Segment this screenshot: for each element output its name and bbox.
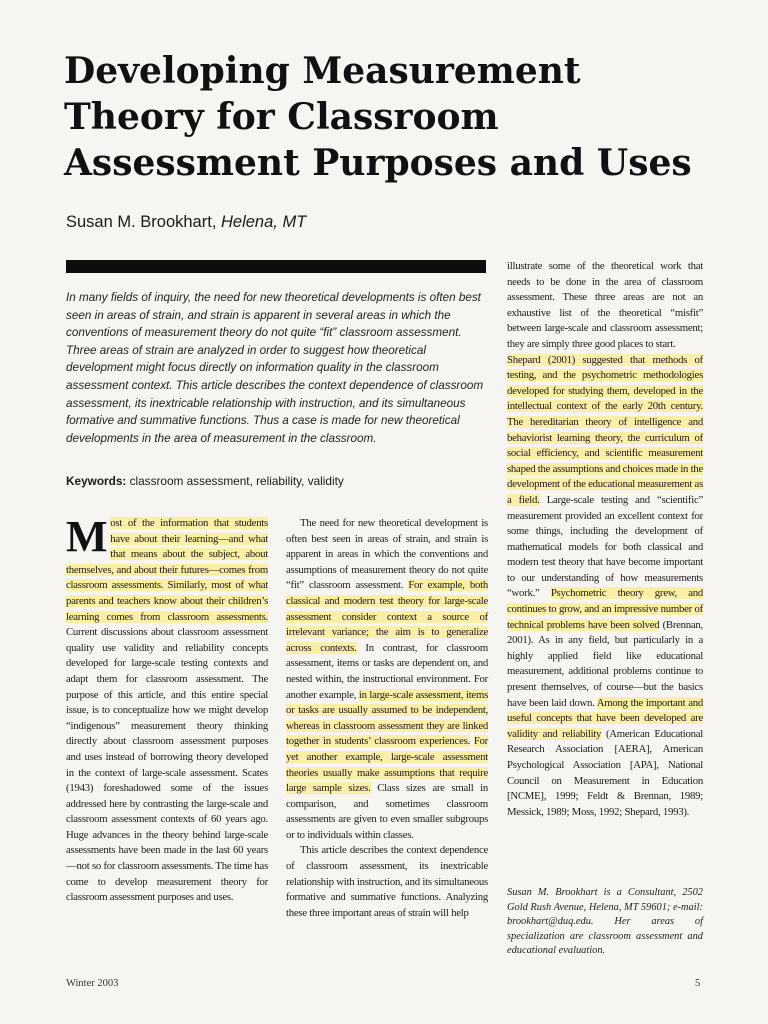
col3-text-c: (American Educational Research Association [AERA], American Psychological Association [APA], National Council on Measurement in Education [NCME], 1999; Feldt & Brennan, 1989; Messick, 1989; Moss, 1992; Shepard, 1993). [507, 727, 703, 818]
highlight-col2-3: For yet another example, large-scale assessment theories usually make assumptions that require large sample sizes. [286, 735, 489, 795]
page-number: 5 [695, 978, 701, 989]
col3-text-a: Large-scale testing and “scientific” measurement provided an excellent context for some things, including the development of mathematical models for both classical and modern test theory that have become important to our understanding of how measurements “work.” [507, 493, 703, 600]
author-location: Helena, MT [221, 213, 307, 231]
highlight-col3-2: The hereditarian theory of intelligence and behaviorist learning theory, the curriculum of social efficiency, and scientific measurement shaped the assumptions and choices made in the development of the educational measurement as a field. [507, 415, 703, 506]
col2-paragraph-2: This article describes the context dependence of classroom assessment, its inextricable relationship with instruction, and its simultaneous formative and summative functions. Analyzing these three important areas of strain will help [286, 844, 488, 919]
keywords-line [66, 474, 486, 488]
drop-cap: M [66, 512, 108, 561]
col2-paragraph-1 [286, 516, 488, 843]
col3-paragraph-1: illustrate some of the theoretical work that needs to be done in the area of classroom assessment. These three areas are not an exhaustive list of the theoretical “misfit” between large-scale and classroom assessment; they are simply three good places to start. [507, 260, 703, 350]
col3-text-b: (Brennan, 2001). As in any field, but particularly in a highly applied field like educational measurement, additional problems continue to present themselves, of course—but the basics have been laid down. [507, 618, 703, 709]
body-column-1 [66, 512, 268, 906]
col1-paragraph [66, 512, 268, 906]
highlight-col3-1: Shepard (2001) suggested that methods of testing, and the psychometric methodologies developed for studying them, developed in the intellectual context of the early 20th century. [507, 353, 703, 413]
col1-text: Current discussions about classroom assessment quality use validity and reliability concepts developed for large-scale testing contexts and adapt them for classroom assessment. The purpose of this article, and this entire special issue, is to conceptualize how we might develop “indigenous” measurement theory thinking directly about classroom assessment purposes and uses instead of borrowing theory developed in the context of large-scale assessment. Scates (1943) foreshadowed some of the issues addressed here by contrasting the large-scale and classroom assessment contexts of 60 years ago. Huge advances in the theory behind large-scale assessments have been made in the last 60 years—not so for classroom assessments. The time has come to develop measurement theory for classroom assessment purposes and uses. [66, 626, 268, 904]
col2-text-b: In contrast, for classroom assessment, items or tasks are dependent on, and nested within, the instructional environment. For another example, [286, 641, 489, 701]
col2-text-a: The need for new theoretical development is often best seen in areas of strain, and strain is apparent in areas in which the conventions and assumptions of measurement theory do not quite “fit” classroom assessment. [286, 517, 488, 592]
col3-paragraph-2 [507, 353, 703, 821]
highlight-col1: ost of the information that students have about their learning—and what that means about the subject, about themselves, and about their futures—comes from classroom assessments. Similarly, most of what parents and teachers know about their children’s learning comes from classroom assessments. [66, 517, 268, 623]
col2-text-c: Class sizes are small in comparison, and sometimes classroom assessments are given to even smaller subgroups or to individuals within classes. [286, 782, 489, 841]
article-title: Developing Measurement Theory for Classroom Assessment Purposes and Uses [64, 50, 692, 184]
abstract: In many fields of inquiry, the need for new theoretical developments is often best seen in areas of strain, and strain is apparent in several areas in which the conventions of measurement theory do not quite “fit” classroom assessment. Three areas of strain are analyzed in order to suggest how theoretical development might focus directly on information quality in the classroom assessment context. This article describes the context dependence of classroom assessment, its inextricable relationship with instruction, and its simultaneous formative and summative functions. Thus a case is made for new theoretical developments in the area of measurement in the classroom. [66, 291, 484, 445]
body-column-3 [507, 259, 703, 820]
author-name: Susan M. Brookhart, [66, 213, 217, 231]
highlight-col2-2: in large-scale assessment, items or tasks are usually assumed to be independent, whereas in classroom assessment they are linked together in students’ classroom experiences. [286, 688, 489, 748]
author-line [66, 213, 486, 232]
issue-date: Winter 2003 [66, 978, 119, 989]
keywords-text: classroom assessment, reliability, validity [129, 474, 344, 488]
author-bio: Susan M. Brookhart is a Consultant, 2502 Gold Rush Avenue, Helena, MT 59601; e-mail: brookhart@duq.edu. Her areas of specialization are classroom assessment and educational evaluation. [507, 887, 703, 957]
highlight-col3-4: Among the important and useful concepts that have been developed are validity and reliability [507, 696, 704, 740]
keywords-label: Keywords: [66, 474, 127, 488]
body-column-2 [286, 516, 488, 921]
title-rule [66, 260, 486, 273]
highlight-col2-1: For example, both classical and modern test theory for large-scale assessment consider context a source of irrelevant variance; the aim is to generalize across contexts. [286, 579, 488, 654]
highlight-col3-3: Psychometric theory grew, and continues to grow, and an impressive number of technical problems have been solved [507, 587, 703, 631]
